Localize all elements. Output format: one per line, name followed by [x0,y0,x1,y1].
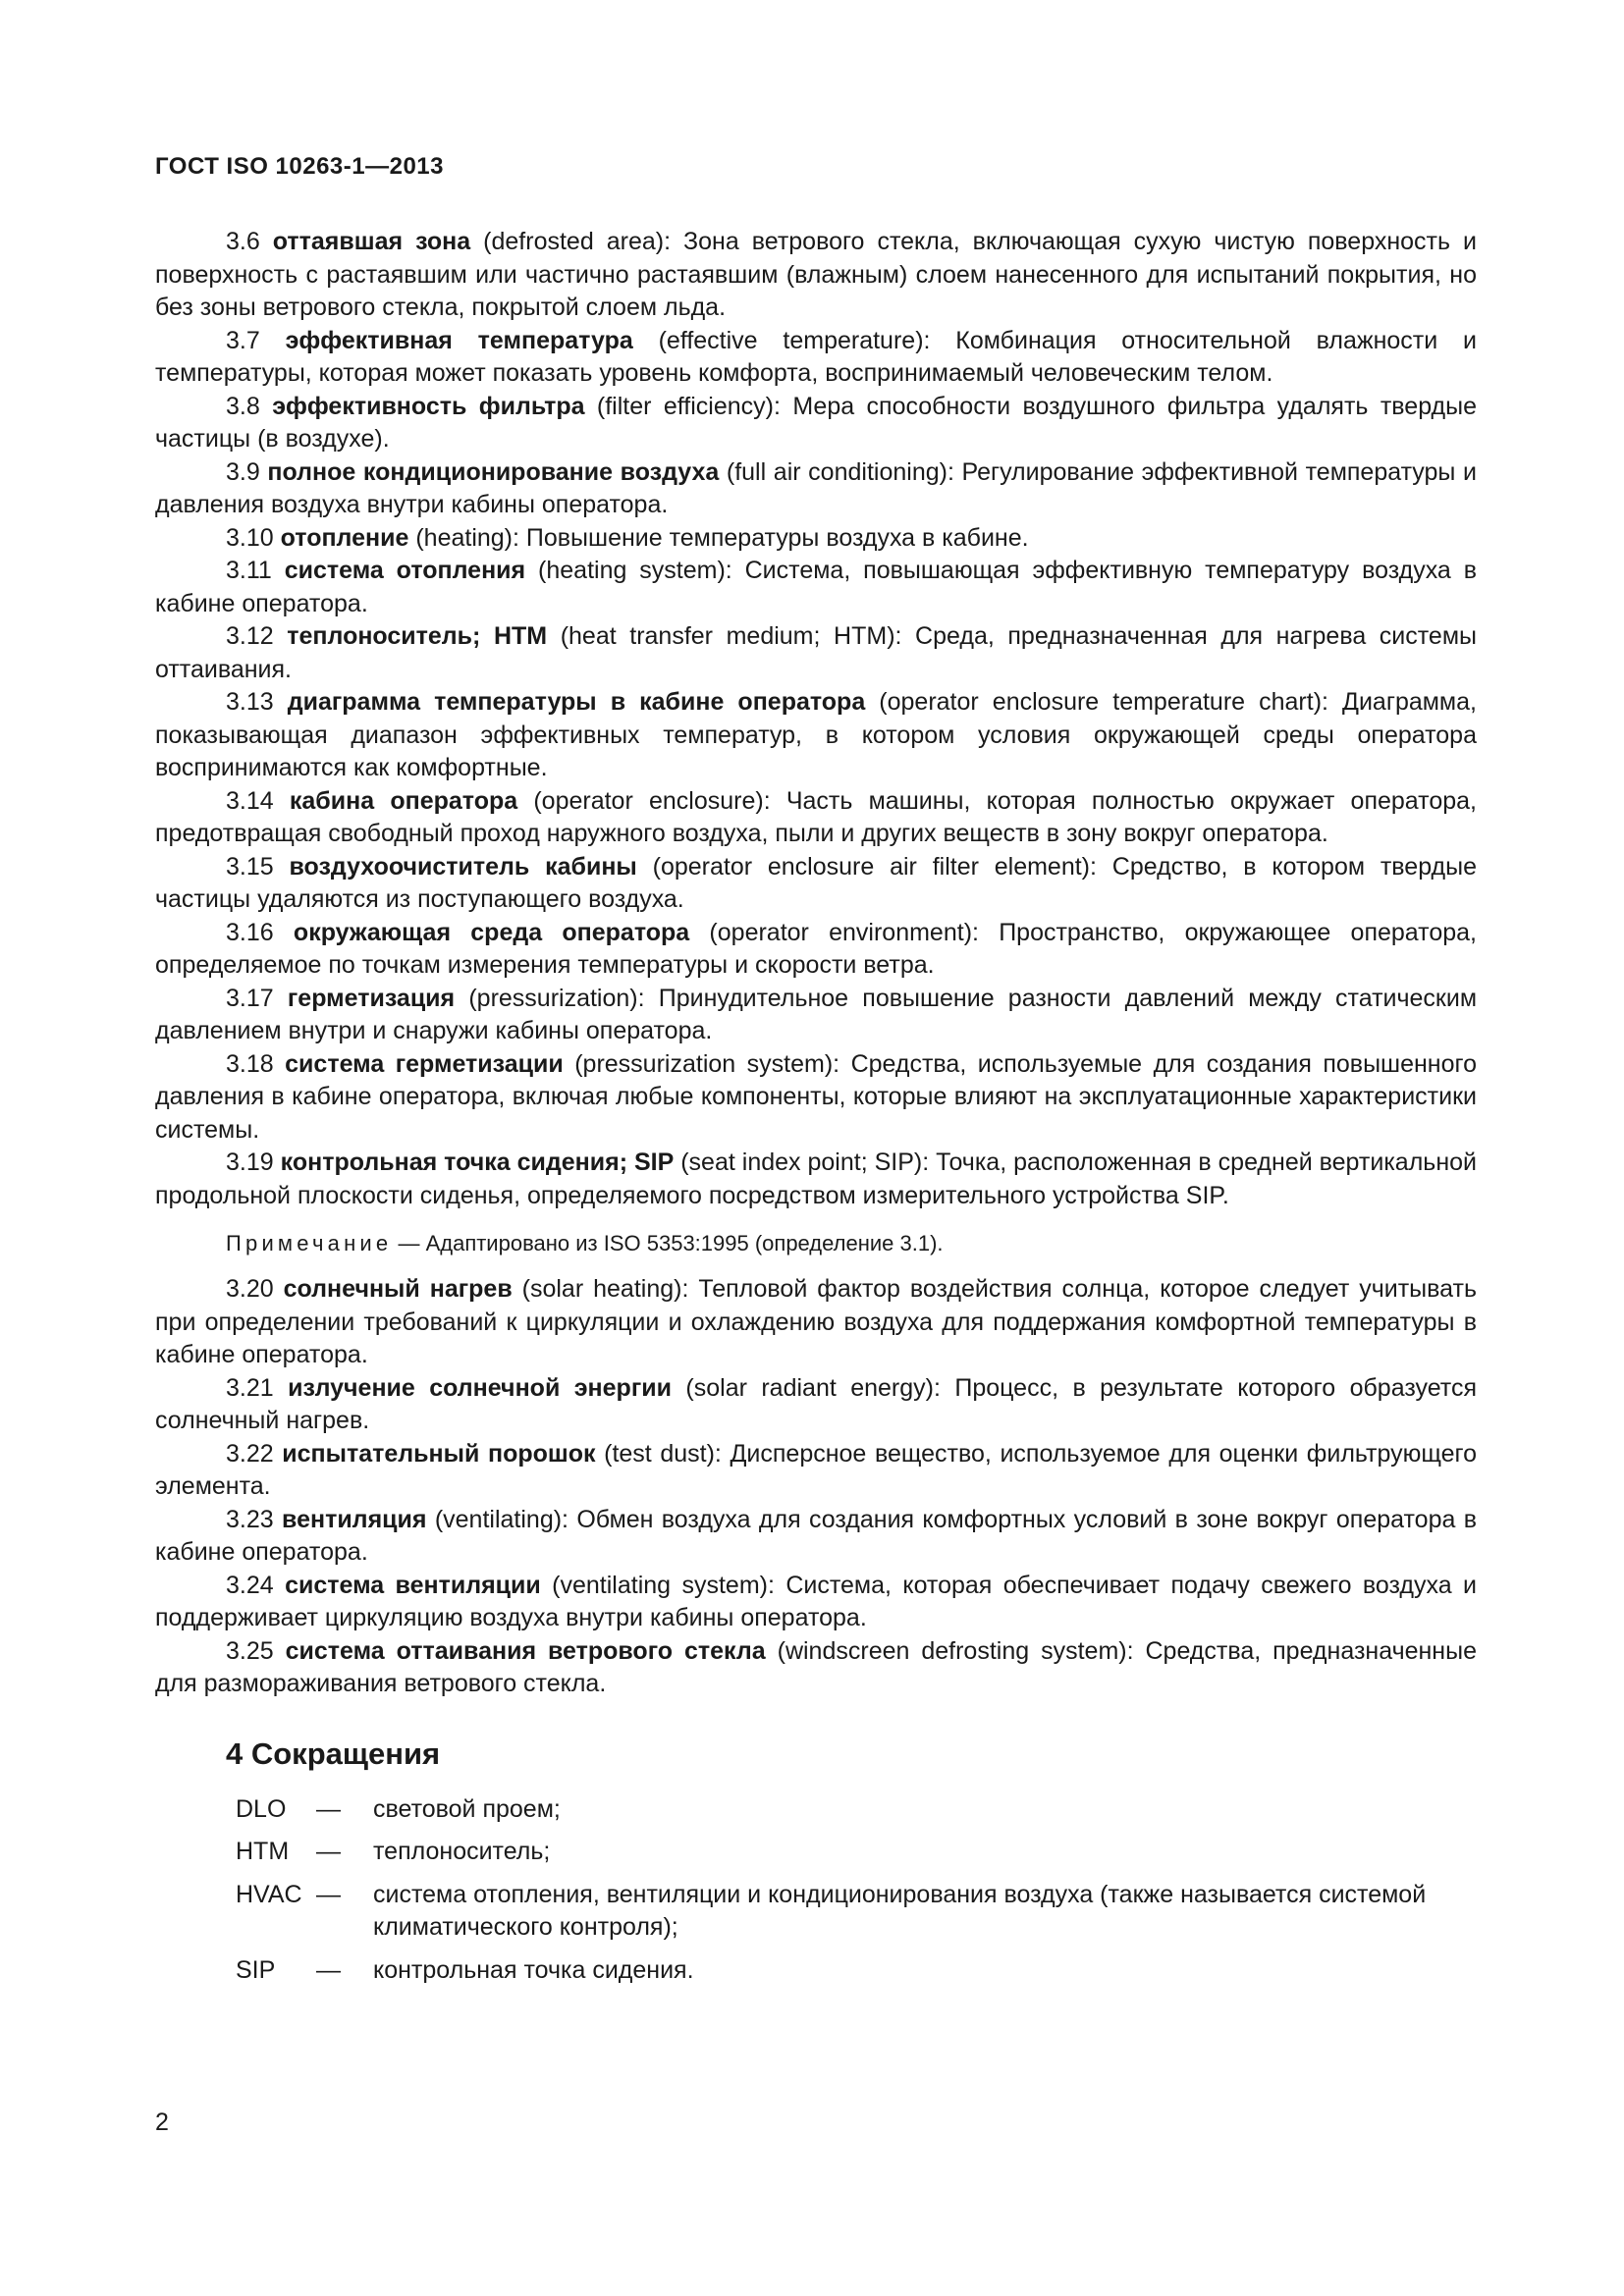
definition-text: (operator enclosure air filter element): Средство, в котором твердые частицы удаляются из поступающего воздуха. [155,852,1478,913]
definition-item [155,686,1477,785]
definition-term: контрольная точка сидения; SIP [280,1148,675,1176]
definition-number: 3.6 [226,228,260,255]
abbreviation-dash: — [316,1880,341,1908]
abbreviation-item [155,1879,1477,1945]
definition-item [155,1147,1477,1212]
section-heading: 4 Сокращения [226,1735,441,1771]
definition-text: (pressurization): Принудительное повышение разности давлений между статическим давлением внутри и снаружи кабины оператора. [155,984,1478,1044]
abbreviation-dash: — [316,1838,341,1865]
definition-term: оттаявшая зона [272,228,471,255]
abbreviations-list [155,1793,1477,1988]
definition-number: 3.10 [226,523,274,552]
definition-item [155,1372,1477,1438]
definition-text: (heating system): Система, повышающая эффективную температуру воздуха в кабине оператора. [155,557,1478,617]
definition-term: диаграмма температуры в кабине оператора [287,688,866,716]
definition-number: 3.24 [226,1571,274,1599]
definition-item [155,1570,1477,1635]
note-text: — Адаптировано из ISO 5353:1995 (определение 3.1). [392,1231,944,1255]
definition-number: 3.8 [226,392,260,420]
definition-item [155,456,1477,522]
definition-number: 3.25 [226,1636,274,1665]
definition-text: (seat index point; SIP): Точка, расположенная в средней вертикальной продольной плоскости сиденья, определяемого посредством измерительного устройства SIP. [155,1148,1477,1209]
definition-term: окружающая среда оператора [293,918,690,946]
definition-item [155,325,1477,391]
definition-item [155,1504,1477,1570]
definition-term: система вентиляции [285,1571,541,1599]
definition-number: 3.22 [226,1439,274,1468]
definition-term: теплоноситель; НТМ [287,622,548,650]
definition-item [155,555,1477,620]
definition-number: 3.7 [226,326,260,354]
definition-number: 3.20 [226,1275,274,1303]
definition-text: (effective temperature): Комбинация относительной влажности и температуры, которая может показать уровень комфорта, воспринимаемый человеческим телом. [155,326,1477,387]
abbreviation-item [155,1793,1477,1827]
definition-item [155,391,1477,456]
abbreviation-text: система отопления, вентиляции и кондиционирования воздуха (также называется системой климатического контроля); [373,1880,1427,1941]
definition-term: система оттаивания ветрового стекла [285,1636,766,1665]
definition-term: герметизация [287,984,456,1012]
definition-number: 3.14 [226,786,274,815]
note-label: Примечание [226,1231,393,1255]
definition-number: 3.16 [226,918,274,946]
definition-item [155,226,1477,325]
document-body [155,226,1477,1997]
note [155,1229,1477,1258]
definition-item [155,1048,1477,1148]
definition-term: испытательный порошок [282,1439,596,1468]
definition-text: (operator environment): Пространство, окружающее оператора, определяемое по точкам измерения температуры и скорости ветра. [155,918,1477,979]
definition-number: 3.17 [226,984,274,1012]
definition-item [155,983,1477,1048]
abbreviation-code: SIP [236,1955,276,1984]
definition-number: 3.11 [226,557,272,584]
abbreviation-text: контрольная точка сидения. [373,1955,694,1984]
definition-item [155,522,1477,556]
definition-term: вентиляция [282,1505,427,1533]
definition-term: система отопления [284,557,526,584]
page-number: 2 [155,2109,169,2136]
definition-number: 3.19 [226,1148,274,1176]
definition-number: 3.9 [226,457,260,486]
definition-item [155,1438,1477,1504]
definition-text: (heat transfer medium; НТМ): Среда, предназначенная для нагрева системы оттаивания. [155,622,1477,683]
abbreviation-text: световой проем; [373,1794,561,1823]
definition-text: (solar heating): Тепловой фактор воздействия солнца, которое следует учитывать при определении требований к циркуляции и охлаждению воздуха для поддержания комфортной температуры в кабине оператора. [155,1275,1477,1368]
definition-number: 3.15 [226,852,274,881]
definition-number: 3.21 [226,1373,274,1402]
definition-text: (ventilating): Обмен воздуха для создания комфортных условий в зоне вокруг оператора в кабине оператора. [155,1505,1477,1566]
abbreviation-dash: — [316,1955,341,1984]
definition-term: эффективная температура [285,326,633,354]
abbreviation-item [155,1954,1477,1988]
definition-item [155,620,1477,686]
definition-text: (filter efficiency): Мера способности воздушного фильтра удалять твердые частицы (в воздухе). [155,392,1477,453]
definition-item [155,1273,1477,1372]
abbreviation-text: теплоноситель; [373,1838,551,1865]
abbreviation-code: HVAC [236,1880,302,1908]
definition-term: отопление [280,523,409,552]
definition-term: система герметизации [285,1049,564,1078]
definition-text: (defrosted area): Зона ветрового стекла, включающая сухую чистую поверхность и поверхность с растаявшим или частично растаявшим (влажным) слоем нанесенного для испытаний покрытия, но без зоны ветрового стекла, покрытой слоем льда. [155,228,1477,321]
abbreviation-item [155,1836,1477,1869]
definition-number: 3.23 [226,1505,274,1533]
document-header: ГОСТ ISO 10263-1—2013 [155,153,444,180]
definition-item [155,785,1477,851]
definition-item [155,1635,1477,1701]
definition-term: воздухоочиститель кабины [289,852,637,881]
definition-text: (full air conditioning): Регулирование эффективной температуры и давления воздуха внутри кабины оператора. [155,457,1477,518]
definitions-list-2 [155,1273,1477,1701]
definition-number: 3.13 [226,688,274,716]
definition-text: (solar radiant energy): Процесс, в результате которого образуется солнечный нагрев. [155,1373,1478,1434]
definition-text: (pressurization system): Средства, используемые для создания повышенного давления в кабине оператора, включая любые компоненты, которые влияют на эксплуатационные характеристики системы. [155,1049,1477,1144]
definition-term: излучение солнечной энергии [288,1373,672,1402]
definition-term: солнечный нагрев [283,1275,513,1303]
definition-term: эффективность фильтра [272,392,585,420]
definition-text: (operator enclosure): Часть машины, которая полностью окружает оператора, предотвращая свободный проход наружного воздуха, пыли и других веществ в зону вокруг оператора. [155,786,1477,847]
abbreviation-code: DLO [236,1794,287,1823]
definition-text: (windscreen defrosting system): Средства, предназначенные для размораживания ветрового стекла. [155,1636,1477,1697]
abbreviation-code: НТМ [236,1838,290,1865]
definition-item [155,917,1477,983]
definition-number: 3.18 [226,1049,274,1078]
abbreviation-dash: — [316,1794,341,1823]
definition-text: (ventilating system): Система, которая обеспечивает подачу свежего воздуха и поддерживает циркуляцию воздуха внутри кабины оператора. [155,1571,1477,1631]
definition-item [155,851,1477,917]
definition-number: 3.12 [226,622,274,650]
definition-text: (test dust): Дисперсное вещество, используемое для оценки фильтрующего элемента. [155,1439,1477,1500]
definition-term: полное кондиционирование воздуха [267,457,720,486]
definition-text: (operator enclosure temperature chart): Диаграмма, показывающая диапазон эффективных температур, в котором условия окружающей среды оператора воспринимаются как комфортные. [155,688,1477,781]
definition-term: кабина оператора [289,786,518,815]
definitions-list [155,226,1477,1212]
definition-text: (heating): Повышение температуры воздуха в кабине. [408,523,1029,552]
